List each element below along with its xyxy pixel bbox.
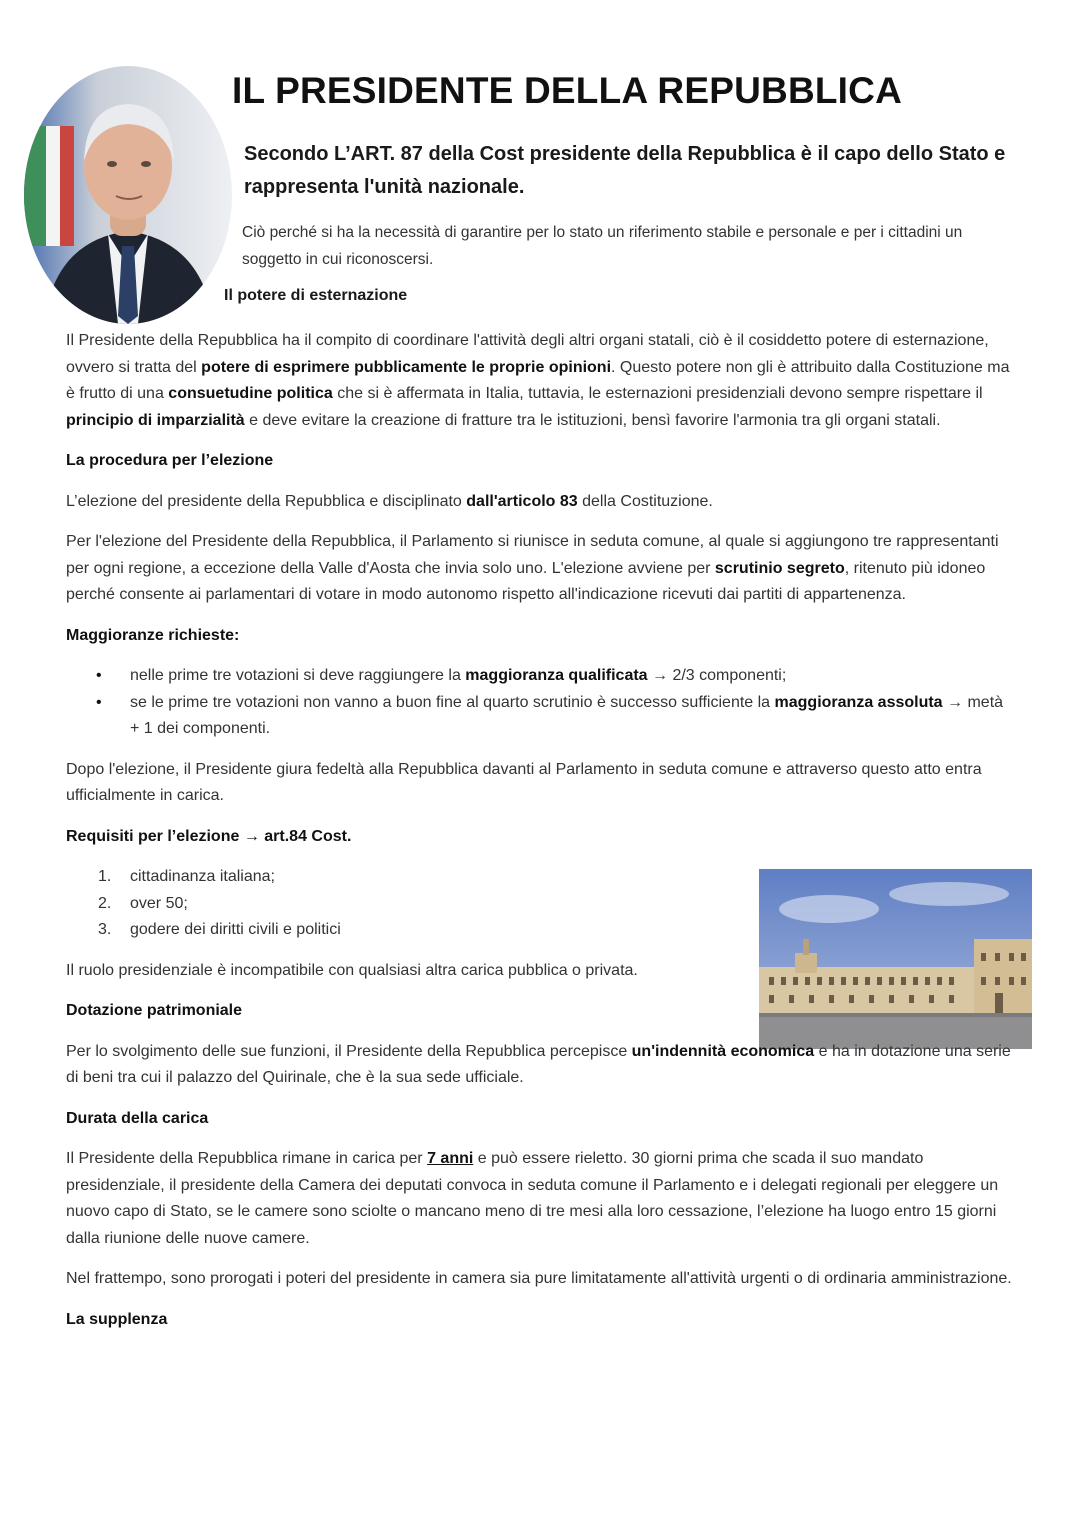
bold-underlined-text: 7 anni <box>427 1150 474 1167</box>
text: Per l'elezione del Presidente della Repubblica, il Parlamento si riunisce in seduta comune, al quale si aggiungono tre rappresentanti per ogni regione, a eccezione della Valle d'Aosta che invia solo uno. L'elezione avviene per <box>66 533 999 577</box>
list-item <box>66 864 1016 891</box>
list-number: 3. <box>98 921 112 938</box>
text: over 50; <box>130 894 188 912</box>
text: della Costituzione. <box>577 492 713 510</box>
paragraph-esternazione <box>66 328 1016 434</box>
text: nelle prime tre votazioni si deve raggiungere la <box>130 667 466 684</box>
text: cittadinanza italiana; <box>130 868 275 885</box>
text: e deve evitare la creazione di fratture tra le istituzioni, bensì favorire l'armonia tra gli organi statali. <box>244 411 941 429</box>
bold-text: consuetudine politica <box>168 385 333 402</box>
list-item <box>66 690 1016 743</box>
heading-maggioranze: Maggioranze richieste: <box>66 626 240 644</box>
maggioranze-list <box>66 663 1016 743</box>
intro-paragraph: Ciò perché si ha la necessità di garantire per lo stato un riferimento stabile e personale e per i cittadini un soggetto in cui riconoscersi. <box>242 224 963 268</box>
heading-supplenza: La supplenza <box>66 1310 168 1328</box>
paragraph-procedura-2 <box>66 529 1016 609</box>
requisiti-list <box>66 864 1016 944</box>
text: Il Presidente della Repubblica ha il compito di coordinare l'attività degli altri organi statali, ciò è il cosiddetto potere di esternazione, ovvero si tratta del <box>66 332 989 376</box>
text: Il Presidente della Repubblica rimane in carica per <box>66 1150 428 1167</box>
heading-procedura: La procedura per l’elezione <box>66 452 274 469</box>
bold-text: scrutinio segreto <box>714 559 845 577</box>
list-number: 1. <box>98 868 112 885</box>
text: se le prime tre votazioni non vanno a buon fine al quarto scrutinio è successo sufficiente la <box>130 693 775 711</box>
paragraph-incompatibilita: Il ruolo presidenziale è incompatibile con qualsiasi altra carica pubblica o privata. <box>66 961 638 979</box>
bold-text: principio di imparzialità <box>66 411 245 429</box>
paragraph-procedura-1 <box>66 489 1016 516</box>
paragraph-durata-1 <box>66 1146 1016 1252</box>
bold-text: maggioranza assoluta <box>774 693 943 711</box>
bold-text: potere di esprimere pubblicamente le proprie opinioni <box>201 358 612 376</box>
text: godere dei diritti civili e politici <box>130 921 341 938</box>
paragraph-durata-2: Nel frattempo, sono prorogati i poteri del presidente in camera sia pure limitatamente all'attività urgenti o di ordinaria amministrazione. <box>66 1270 1012 1287</box>
heading-durata: Durata della carica <box>66 1109 209 1127</box>
text: e ha in dotazione una serie di beni tra cui il palazzo del Quirinale, che è la sua sede ufficiale. <box>66 1042 1011 1086</box>
heading-dotazione: Dotazione patrimoniale <box>66 1002 243 1019</box>
text: Per lo svolgimento delle sue funzioni, il Presidente della Repubblica percepisce <box>66 1042 632 1060</box>
text: . Questo potere non gli è attribuito dalla Costituzione ma è frutto di una <box>66 358 1010 402</box>
list-number: 2. <box>98 894 112 912</box>
text: → 2/3 componenti; <box>647 667 787 684</box>
text: , ritenuto più idoneo perché consente ai parlamentari di votare in modo autonomo rispetto all'indicazione ricevuti dai partiti di appartenenza. <box>66 559 986 603</box>
text: che si è affermata in Italia, tuttavia, le esternazioni presidenziali devono sempre rispettare il <box>332 385 983 402</box>
paragraph-dotazione <box>66 1039 1016 1092</box>
text: e può essere rieletto. 30 giorni prima che scada il suo mandato presidenziale, il presidente della Camera dei deputati convoca in seduta comune il Parlamento e i delegati regionali per eleggere un nuovo capo di Stato, se le camere sono sciolte o mancano meno di tre mesi alla loro cessazione, l’elezione ha luogo entro 15 giorni dalla riunione delle nuove camere. <box>66 1150 999 1247</box>
list-item <box>66 663 1016 690</box>
paragraph-giuramento: Dopo l'elezione, il Presidente giura fedeltà alla Repubblica davanti al Parlamento in seduta comune e attraverso questo atto entra ufficialmente in carica. <box>66 760 982 804</box>
text: L’elezione del presidente della Repubblica e disciplinato <box>66 492 467 510</box>
lead-paragraph: Secondo L’ART. 87 della Cost presidente della Repubblica è il capo dello Stato e rappresenta l'unità nazionale. <box>244 143 1006 198</box>
text: → metà + 1 dei componenti. <box>130 693 1004 737</box>
main-content <box>66 328 1016 1347</box>
heading-requisiti: Requisiti per l’elezione → art.84 Cost. <box>66 827 352 845</box>
bold-text: dall'articolo 83 <box>466 492 578 510</box>
bold-text: un'indennità economica <box>631 1042 815 1060</box>
page-title: IL PRESIDENTE DELLA REPUBBLICA <box>232 70 902 111</box>
bold-text: maggioranza qualificata <box>465 667 648 684</box>
list-item <box>66 891 1016 918</box>
president-portrait <box>24 66 232 324</box>
heading-esternazione: Il potere di esternazione <box>224 287 408 304</box>
list-item <box>66 917 1016 944</box>
